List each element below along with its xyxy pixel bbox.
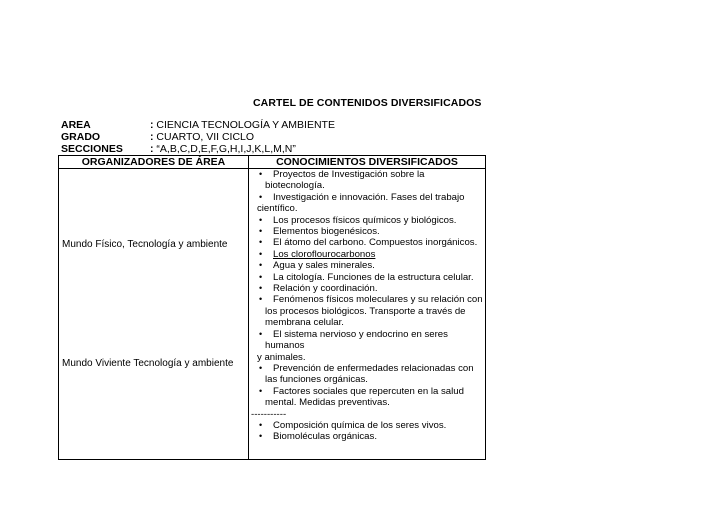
- bullet-icon: •: [259, 226, 263, 237]
- organizer-living-world: Mundo Viviente Tecnología y ambiente: [62, 358, 234, 369]
- list-item-text: El sistema nervioso y endocrino en seres: [273, 328, 448, 340]
- list-item: [249, 397, 485, 408]
- list-item-text: Investigación e innovación. Fases del trabajo: [273, 191, 465, 203]
- list-item-text: Fenómenos físicos moleculares y su relación con: [273, 294, 483, 306]
- bullet-icon: •: [259, 260, 263, 271]
- list-item-text: membrana celular.: [265, 317, 344, 329]
- meta-label: AREA: [61, 119, 91, 131]
- list-item: [249, 363, 485, 374]
- list-item: [249, 180, 485, 191]
- knowledge-list: [249, 169, 485, 443]
- table-header-row: [59, 156, 486, 169]
- bullet-icon: •: [259, 283, 263, 294]
- bullet-icon: •: [259, 294, 263, 305]
- list-item: [249, 283, 485, 294]
- list-item: [249, 237, 485, 248]
- list-item: [249, 386, 485, 397]
- list-item: [249, 317, 485, 328]
- organizers-cell: [59, 169, 249, 460]
- bullet-icon: •: [259, 237, 263, 248]
- bullet-icon: •: [259, 419, 263, 430]
- list-item-text: Proyectos de Investigación sobre la: [273, 169, 425, 180]
- list-item: [249, 249, 485, 260]
- bullet-icon: •: [259, 431, 263, 442]
- list-item: [249, 203, 485, 214]
- list-item: [249, 226, 485, 237]
- meta-row-grado: [61, 131, 254, 143]
- list-item: [249, 215, 485, 226]
- list-item-text: -----------: [251, 408, 287, 420]
- list-item-text: Biomoléculas orgánicas.: [273, 431, 377, 443]
- list-item: [249, 340, 485, 351]
- list-item-text: científico.: [257, 203, 298, 215]
- meta-row-area: [61, 119, 335, 131]
- list-item-text: Elementos biogenésicos.: [273, 226, 380, 238]
- list-item-text: biotecnología.: [265, 180, 325, 192]
- list-item-text: Composición química de los seres vivos.: [273, 419, 447, 431]
- bullet-icon: •: [259, 385, 263, 396]
- list-item: [249, 306, 485, 317]
- list-item: [249, 409, 485, 420]
- list-item: [249, 260, 485, 271]
- meta-row-secciones: [61, 143, 296, 155]
- bullet-icon: •: [259, 362, 263, 373]
- meta-value: CIENCIA TECNOLOGÍA Y AMBIENTE: [156, 119, 335, 131]
- list-item-text: los procesos biológicos. Transporte a través de: [265, 305, 466, 317]
- list-item: [249, 192, 485, 203]
- list-item-text: Agua y sales minerales.: [273, 260, 375, 272]
- knowledge-cell: [249, 169, 486, 460]
- list-item: [249, 420, 485, 431]
- list-item: [249, 329, 485, 340]
- bullet-icon: •: [259, 271, 263, 282]
- list-item-text: mental. Medidas preventivas.: [265, 397, 390, 409]
- list-item: [249, 294, 485, 305]
- meta-label: SECCIONES: [61, 143, 123, 155]
- list-item: [249, 272, 485, 283]
- organizer-physical-world: Mundo Físico, Tecnología y ambiente: [62, 239, 228, 250]
- bullet-icon: •: [259, 169, 263, 179]
- bullet-icon: •: [259, 214, 263, 225]
- list-item-text: Los procesos físicos químicos y biológicos.: [273, 214, 457, 226]
- list-item: [249, 374, 485, 385]
- bullet-icon: •: [259, 248, 263, 259]
- list-item-text: Factores sociales que repercuten en la salud: [273, 385, 464, 397]
- document-title: CARTEL DE CONTENIDOS DIVERSIFICADOS: [253, 97, 482, 109]
- list-item-text: Prevención de enfermedades relacionadas con: [273, 362, 474, 374]
- list-item-text: Los cloroflourocarbonos: [273, 248, 376, 260]
- meta-label: GRADO: [61, 131, 101, 143]
- table-row: [59, 169, 486, 460]
- list-item: [249, 169, 485, 180]
- list-item-text: y animales.: [257, 351, 306, 363]
- meta-value: CUARTO, VII CICLO: [156, 131, 255, 143]
- list-item-text: humanos: [265, 340, 305, 352]
- list-item-text: El átomo del carbono. Compuestos inorgánicos.: [273, 237, 478, 249]
- list-item: [249, 431, 485, 442]
- meta-separator: :: [150, 119, 154, 131]
- bullet-icon: •: [259, 328, 263, 339]
- meta-separator: :: [150, 143, 154, 155]
- bullet-icon: •: [259, 191, 263, 202]
- meta-value: “A,B,C,D,E,F,G,H,I,J,K,L,M,N”: [156, 143, 296, 155]
- contents-table: [58, 155, 486, 460]
- list-item-text: Relación y coordinación.: [273, 283, 378, 295]
- list-item-text: las funciones orgánicas.: [265, 374, 368, 386]
- header-knowledge: CONOCIMIENTOS DIVERSIFICADOS: [249, 156, 486, 169]
- meta-separator: :: [150, 131, 154, 143]
- header-organizers: ORGANIZADORES DE ÁREA: [59, 156, 249, 169]
- list-item-text: La citología. Funciones de la estructura celular.: [273, 271, 474, 283]
- list-item: [249, 352, 485, 363]
